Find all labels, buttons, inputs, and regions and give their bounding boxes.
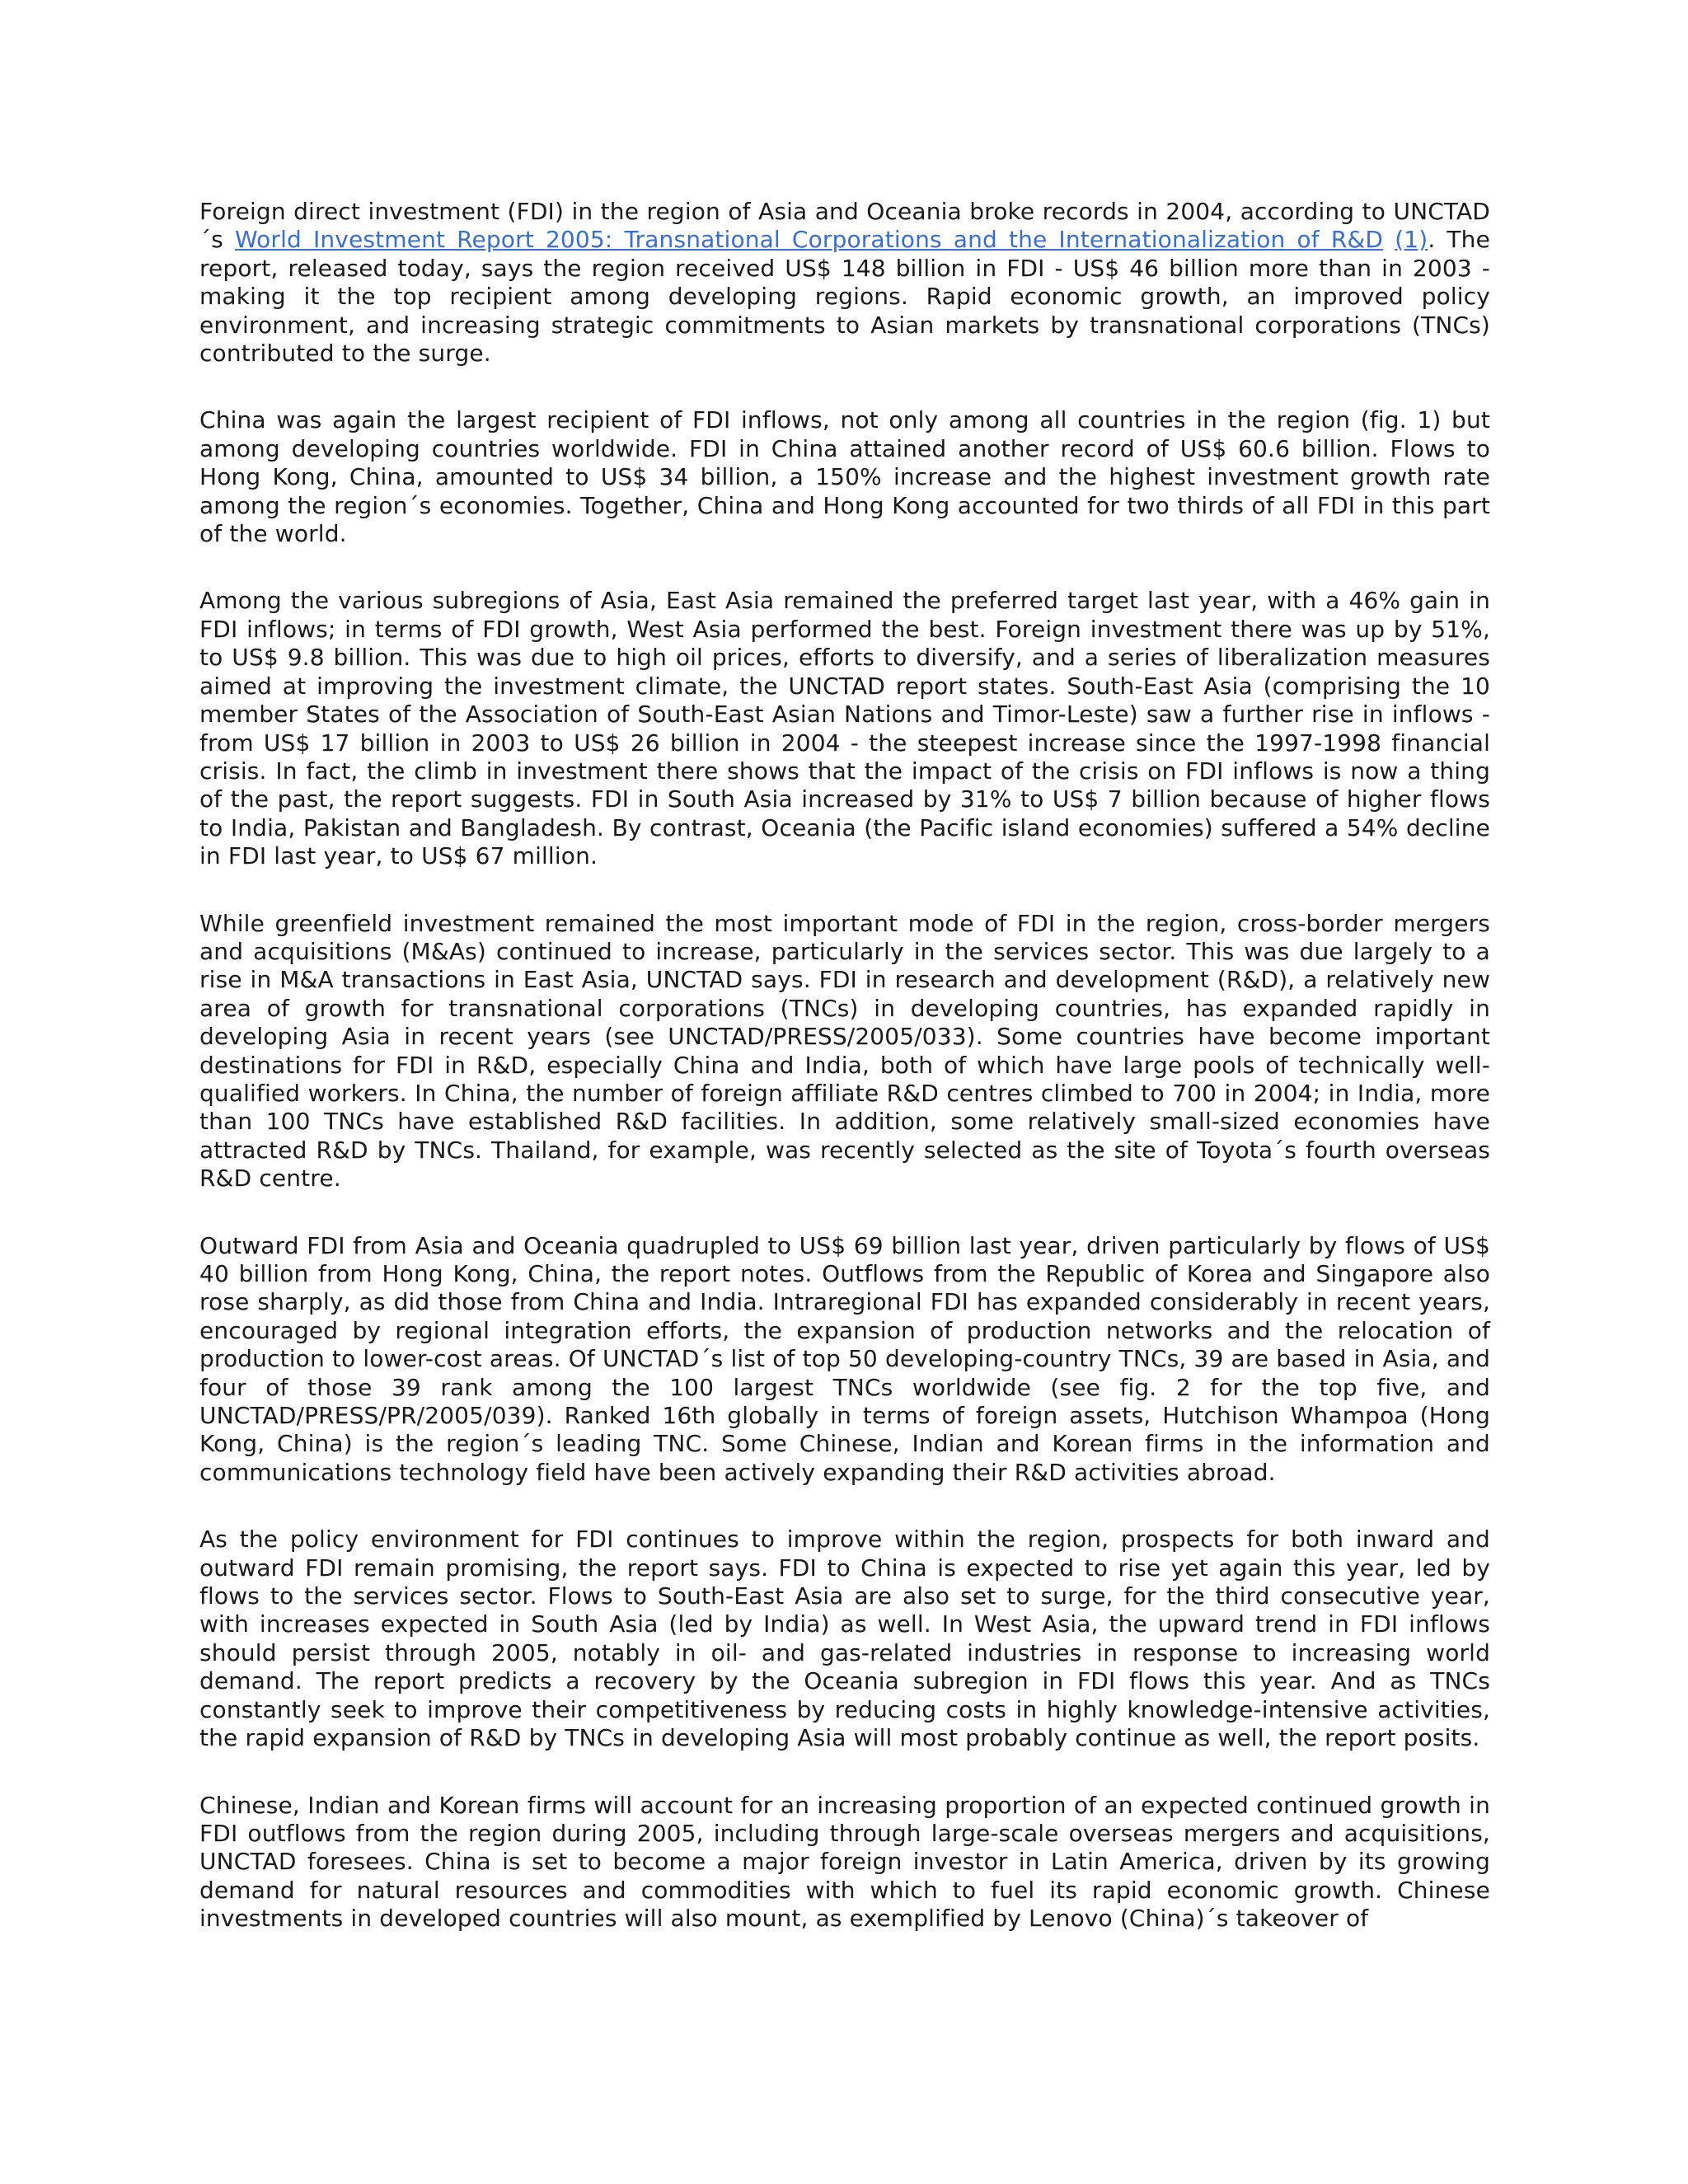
document-body (199, 198, 1490, 1972)
paragraph-intro (199, 198, 1490, 368)
paragraph-outlook-firms: Chinese, Indian and Korean firms will account for an increasing proportion of an expected continued growth in FDI outflows from the region during 2005, including through large-scale overseas mergers and acquisitions, UNCTAD foresees. China is set to become a major foreign investor in Latin America, driven by its growing demand for natural resources and commodities with which to fuel its rapid economic growth. Chinese investments in developed countries will also mount, as exemplified by Lenovo (China)´s takeover of (199, 1791, 1490, 1933)
paragraph-outward-fdi: Outward FDI from Asia and Oceania quadrupled to US$ 69 billion last year, driven particularly by flows of US$ 40 billion from Hong Kong, China, the report notes. Outflows from the Republic of Korea and Singapore also rose sharply, as did those from China and India. Intraregional FDI has expanded considerably in recent years, encouraged by regional integration efforts, the expansion of production networks and the relocation of production to lower-cost areas. Of UNCTAD´s list of top 50 developing-country TNCs, 39 are based in Asia, and four of those 39 rank among the 100 largest TNCs worldwide (see fig. 2 for the top five, and UNCTAD/PRESS/PR/2005/039). Ranked 16th globally in terms of foreign assets, Hutchison Whampoa (Hong Kong, China) is the region´s leading TNC. Some Chinese, Indian and Korean firms in the information and communications technology field have been actively expanding their R&D activities abroad. (199, 1231, 1491, 1486)
link-gap (1383, 226, 1395, 253)
paragraph-greenfield-rd: While greenfield investment remained the most important mode of FDI in the region, cross-border mergers and acquisitions (M&As) continued to increase, particularly in the services sector. This was due largely to a rise in M&A transactions in East Asia, UNCTAD says. FDI in research and development (R&D), a relatively new area of growth for transnational corporations (TNCs) in developing countries, has expanded rapidly in developing Asia in recent years (see UNCTAD/PRESS/2005/033). Some countries have become important destinations for FDI in R&D, especially China and India, both of which have large pools of technically well-qualified workers. In China, the number of foreign affiliate R&D centres climbed to 700 in 2004; in India, more than 100 TNCs have established R&D facilities. In addition, some relatively small-sized economies have attracted R&D by TNCs. Thailand, for example, was recently selected as the site of Toyota´s fourth overseas R&D centre. (199, 909, 1490, 1193)
paragraph-subregions: Among the various subregions of Asia, East Asia remained the preferred target last year, with a 46% gain in FDI inflows; in terms of FDI growth, West Asia performed the best. Foreign investment there was up by 51%, to US$ 9.8 billion. This was due to high oil prices, efforts to diversify, and a series of liberalization measures aimed at improving the investment climate, the UNCTAD report states. South-East Asia (comprising the 10 member States of the Association of South-East Asian Nations and Timor-Leste) saw a further rise in inflows - from US$ 17 billion in 2003 to US$ 26 billion in 2004 - the steepest increase since the 1997-1998 financial crisis. In fact, the climb in investment there shows that the impact of the crisis on FDI inflows is now a thing of the past, the report suggests. FDI in South Asia increased by 31% to US$ 7 billion because of higher flows to India, Pakistan and Bangladesh. By contrast, Oceania (the Pacific island economies) suffered a 54% decline in FDI last year, to US$ 67 million. (199, 587, 1490, 870)
report-title-link[interactable]: World Investment Report 2005: Transnational Corporations and the Internationalization of R&D (234, 226, 1384, 254)
paragraph-intro-lead: Foreign direct investment (FDI) in the region of Asia and Oceania broke records in 2004, according to UNCTAD´s (199, 198, 1490, 254)
paragraph-china: China was again the largest recipient of FDI inflows, not only among all countries in the region (fig. 1) but among developing countries worldwide. FDI in China attained another record of US$ 60.6 billion. Flows to Hong Kong, China, amounted to US$ 34 billion, a 150% increase and the highest investment growth rate among the region´s economies. Together, China and Hong Kong accounted for two thirds of all FDI in this part of the world. (199, 406, 1490, 548)
footnote-link[interactable]: (1) (1395, 226, 1428, 254)
paragraph-intro-rest: . The report, released today, says the region received US$ 148 billion in FDI - US$ 46 billion more than in 2003 - making it the top recipient among developing regions. Rapid economic growth, an improved policy environment, and increasing strategic commitments to Asian markets by transnational corporations (TNCs) contributed to the surge. (199, 226, 1490, 368)
paragraph-prospects: As the policy environment for FDI continues to improve within the region, prospects for both inward and outward FDI remain promising, the report says. FDI to China is expected to rise yet again this year, led by flows to the services sector. Flows to South-East Asia are also set to surge, for the third consecutive year, with increases expected in South Asia (led by India) as well. In West Asia, the upward trend in FDI inflows should persist through 2005, notably in oil- and gas-related industries in response to increasing world demand. The report predicts a recovery by the Oceania subregion in FDI flows this year. And as TNCs constantly seek to improve their competitiveness by reducing costs in highly knowledge-intensive activities, the rapid expansion of R&D by TNCs in developing Asia will most probably continue as well, the report posits. (199, 1526, 1490, 1752)
